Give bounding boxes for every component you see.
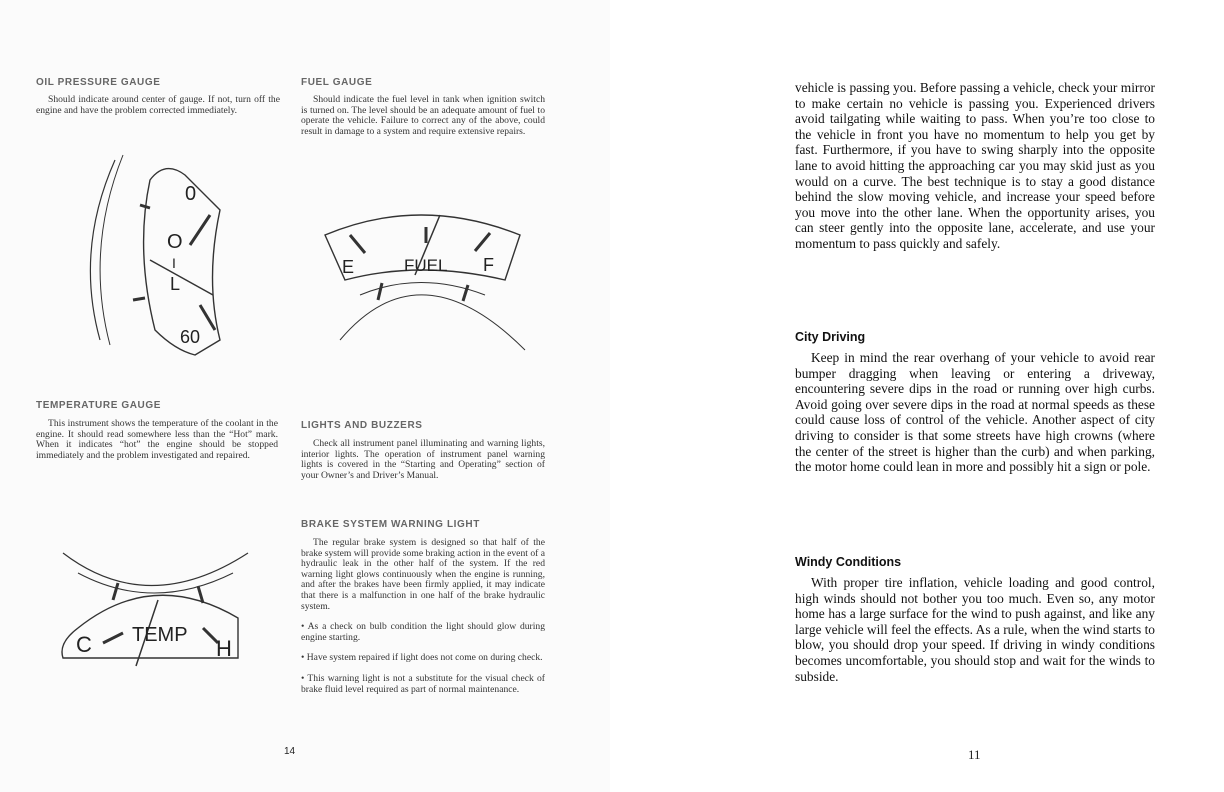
fuel-gauge-illustration [320, 205, 530, 355]
fuel-gauge-full-label: F [483, 255, 494, 275]
temperature-body: This instrument shows the temperature of the coolant in the engine. It should read somewhere less than the “Hot” mark. When it indicates “hot” the engine should be stopped immediately and the problem investigated and repaired. [36, 418, 278, 461]
lights-body: Check all instrument panel illuminating and warning lights, interior lights. The operation of instrument panel warning lights is covered in the “Starting and Operating” section of your Owner’s and Driver’s Manual. [301, 438, 545, 481]
left-page-number: 14 [284, 746, 296, 757]
fuel-body: Should indicate the fuel level in tank when ignition switch is turned on. The level should be an adequate amount of fuel to operate the vehicle. Failure to correct any of the above, could result in damage to a system and require extensive repairs. [301, 94, 545, 137]
temp-gauge-hot-label: H [216, 636, 232, 661]
oil-gauge-label: O [167, 231, 183, 253]
windy-conditions-body: With proper tire inflation, vehicle loading and good control, high winds should not bother you too much. Even so, any motor home has a large surface for the wind to push against, and like any large vehicle will feel the effects. As a rule, when the wind starts to blow, you should drop your speed. If driving in windy conditions becomes uncomfortable, you should stop and wait for the winds to subside. [795, 575, 1155, 684]
brake-body: The regular brake system is designed so that half of the brake system will provide some braking action in the event of a hydraulic leak in the other half of the system. If the red warning light glows continuously when the engine is running, and after the brakes have been firmly applied, it may indicate that there is a malfunction in one half of the brake hydraulic system. [301, 537, 545, 612]
fuel-gauge-name-label: FUEL [404, 256, 448, 275]
oil-heading: OIL PRESSURE GAUGE [36, 77, 161, 88]
windy-conditions-heading: Windy Conditions [795, 555, 902, 569]
temp-gauge-name-label: TEMP [132, 624, 188, 646]
temp-gauge-cold-label: C [76, 632, 92, 657]
oil-gauge-label: 0 [185, 183, 197, 205]
temperature-heading: TEMPERATURE GAUGE [36, 400, 162, 411]
passing-text: vehicle is passing you. Before passing a vehicle, check your mirror to make certain no vehicle is passing you. Experienced drivers avoid tailgating while waiting to pass. When you’re too close to the vehicle in front you have no momentum to help you get by fast. Furthermore, if you have to swing sharply into the opposite lane to avoid hitting the approaching car you may skid just as you would on a curve. The best technique is to stay a good distance behind the slow moving vehicle, and increase your speed before you move into the other lane. When the opportunity arises, you can steer gently into the opposite lane, accelerate, and use your momentum to pass quickly and safely. [795, 80, 1155, 251]
city-driving-heading: City Driving [795, 330, 866, 344]
city-driving-body: Keep in mind the rear overhang of your vehicle to avoid rear bumper dragging when leaving or entering a driveway, encountering severe dips in the road or running over high curbs. Avoid going over severe dips in the road at normal speeds as these could cause loss of control of the vehicle. Another aspect of city driving to consider is that some streets have high crowns (where the center of the street is higher than the curb) and when parking, the motor home could lean in more and possibly hit a sign or pole. [795, 350, 1155, 475]
fuel-heading: FUEL GAUGE [301, 77, 373, 88]
temperature-gauge-illustration [58, 548, 258, 673]
oil-gauge-label: I [172, 255, 176, 271]
brake-heading: BRAKE SYSTEM WARNING LIGHT [301, 519, 480, 530]
fuel-gauge-empty-label: E [342, 257, 355, 277]
brake-bullet: • As a check on bulb condition the light should glow during engine starting. [301, 621, 545, 643]
oil-body: Should indicate around center of gauge. If not, turn off the engine and have the problem corrected immediately. [36, 94, 280, 116]
oil-gauge-label: 60 [180, 327, 201, 347]
brake-bullet: • Have system repaired if light does not come on during check. [301, 652, 543, 664]
brake-section [301, 538, 545, 695]
oil-gauge-label: L [170, 274, 181, 294]
brake-bullet: • This warning light is not a substitute for the visual check of brake fluid level required as part of normal maintenance. [301, 672, 545, 695]
oil-pressure-gauge-illustration [85, 150, 245, 360]
right-page-number: 11 [968, 747, 981, 762]
lights-heading: LIGHTS AND BUZZERS [301, 420, 423, 431]
